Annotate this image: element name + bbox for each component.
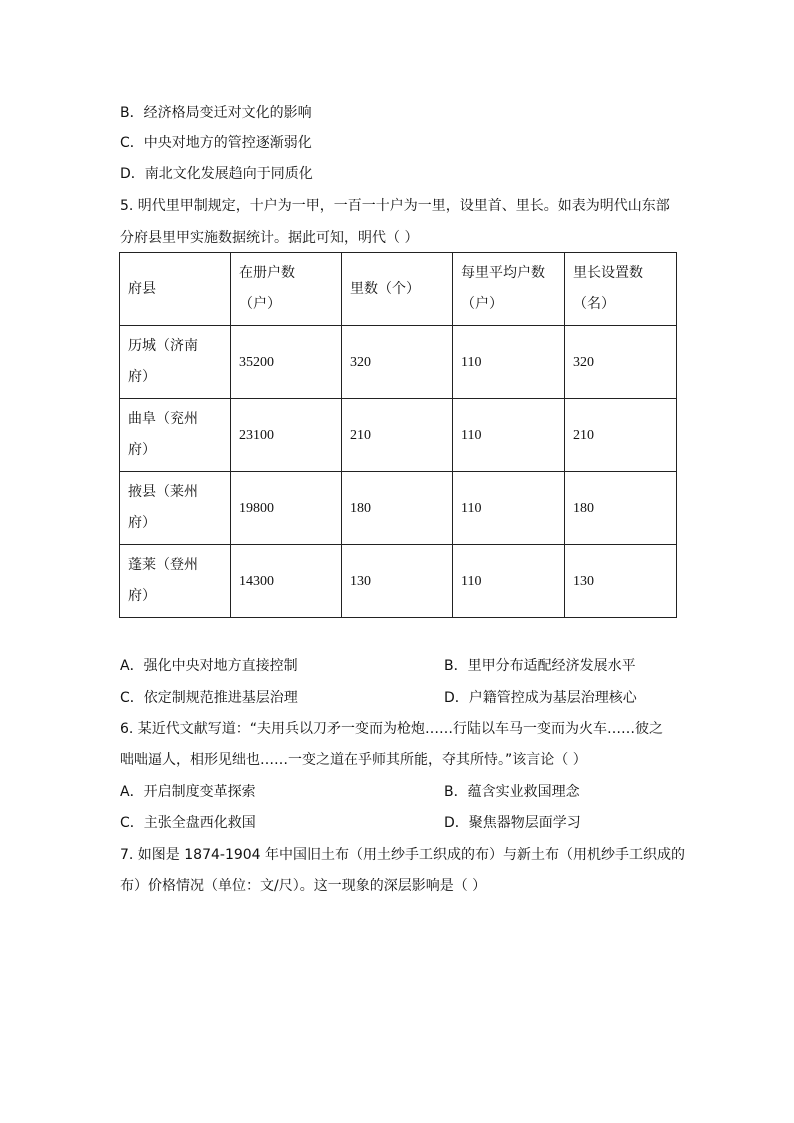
avg-cell: 110 — [453, 545, 565, 618]
li-cell: 210 — [342, 399, 453, 472]
heads-cell: 320 — [565, 326, 677, 399]
option-d-prev: D．南北文化发展趋向于同质化 — [120, 166, 313, 182]
households-cell: 14300 — [231, 545, 342, 618]
q7-stem-line2: 布）价格情况（单位：文/尺）。这一现象的深层影响是（ ） — [120, 878, 487, 894]
avg-cell: 110 — [453, 399, 565, 472]
table-row — [120, 326, 677, 399]
table-row — [120, 399, 677, 472]
header-avg-households: 每里平均户数 （户） — [453, 253, 565, 326]
q6-option-b: B．蕴含实业救国理念 — [444, 784, 580, 800]
q5-stem-line1: 5. 明代里甲制规定，十户为一甲，一百一十户为一里，设里首、里长。如表为明代山东部 — [120, 198, 670, 214]
avg-cell: 110 — [453, 472, 565, 545]
q5-option-a: A．强化中央对地方直接控制 — [120, 658, 298, 674]
heads-cell: 210 — [565, 399, 677, 472]
q5-option-d: D．户籍管控成为基层治理核心 — [444, 690, 637, 706]
q5-option-c: C．依定制规范推进基层治理 — [120, 690, 298, 706]
header-households: 在册户数 （户） — [231, 253, 342, 326]
q6-stem-line1: 6. 某近代文献写道：“夫用兵以刀矛一变而为枪炮……行陆以车马一变而为火车……彼之 — [120, 721, 664, 737]
county-cell: 蓬莱（登州 府） — [120, 545, 231, 618]
header-li-count: 里数（个） — [342, 253, 453, 326]
avg-cell: 110 — [453, 326, 565, 399]
table-row — [120, 545, 677, 618]
heads-cell: 130 — [565, 545, 677, 618]
option-b-prev: B．经济格局变迁对文化的影响 — [120, 105, 312, 121]
li-cell: 320 — [342, 326, 453, 399]
q6-option-c: C．主张全盘西化救国 — [120, 815, 256, 831]
table-row — [120, 472, 677, 545]
q6-option-a: A．开启制度变革探索 — [120, 784, 256, 800]
q6-option-d: D．聚焦器物层面学习 — [444, 815, 581, 831]
lijia-data-table — [119, 252, 677, 618]
table-header-row — [120, 253, 677, 326]
households-cell: 23100 — [231, 399, 342, 472]
county-cell: 曲阜（兖州 府） — [120, 399, 231, 472]
header-lizhang-count: 里长设置数 （名） — [565, 253, 677, 326]
county-cell: 掖县（莱州 府） — [120, 472, 231, 545]
q7-stem-line1: 7. 如图是 1874-1904 年中国旧土布（用土纱手工织成的布）与新土布（用机纱手工织成的 — [120, 847, 686, 863]
li-cell: 130 — [342, 545, 453, 618]
q6-stem-line2: 咄咄逼人，相形见绌也……一变之道在乎师其所能，夺其所恃。”该言论（ ） — [120, 752, 587, 768]
heads-cell: 180 — [565, 472, 677, 545]
header-county: 府县 — [120, 253, 231, 326]
q5-stem-line2: 分府县里甲实施数据统计。据此可知，明代（ ） — [120, 230, 419, 246]
li-cell: 180 — [342, 472, 453, 545]
households-cell: 19800 — [231, 472, 342, 545]
county-cell: 历城（济南 府） — [120, 326, 231, 399]
households-cell: 35200 — [231, 326, 342, 399]
q5-option-b: B．里甲分布适配经济发展水平 — [444, 658, 636, 674]
option-c-prev: C．中央对地方的管控逐渐弱化 — [120, 135, 312, 151]
